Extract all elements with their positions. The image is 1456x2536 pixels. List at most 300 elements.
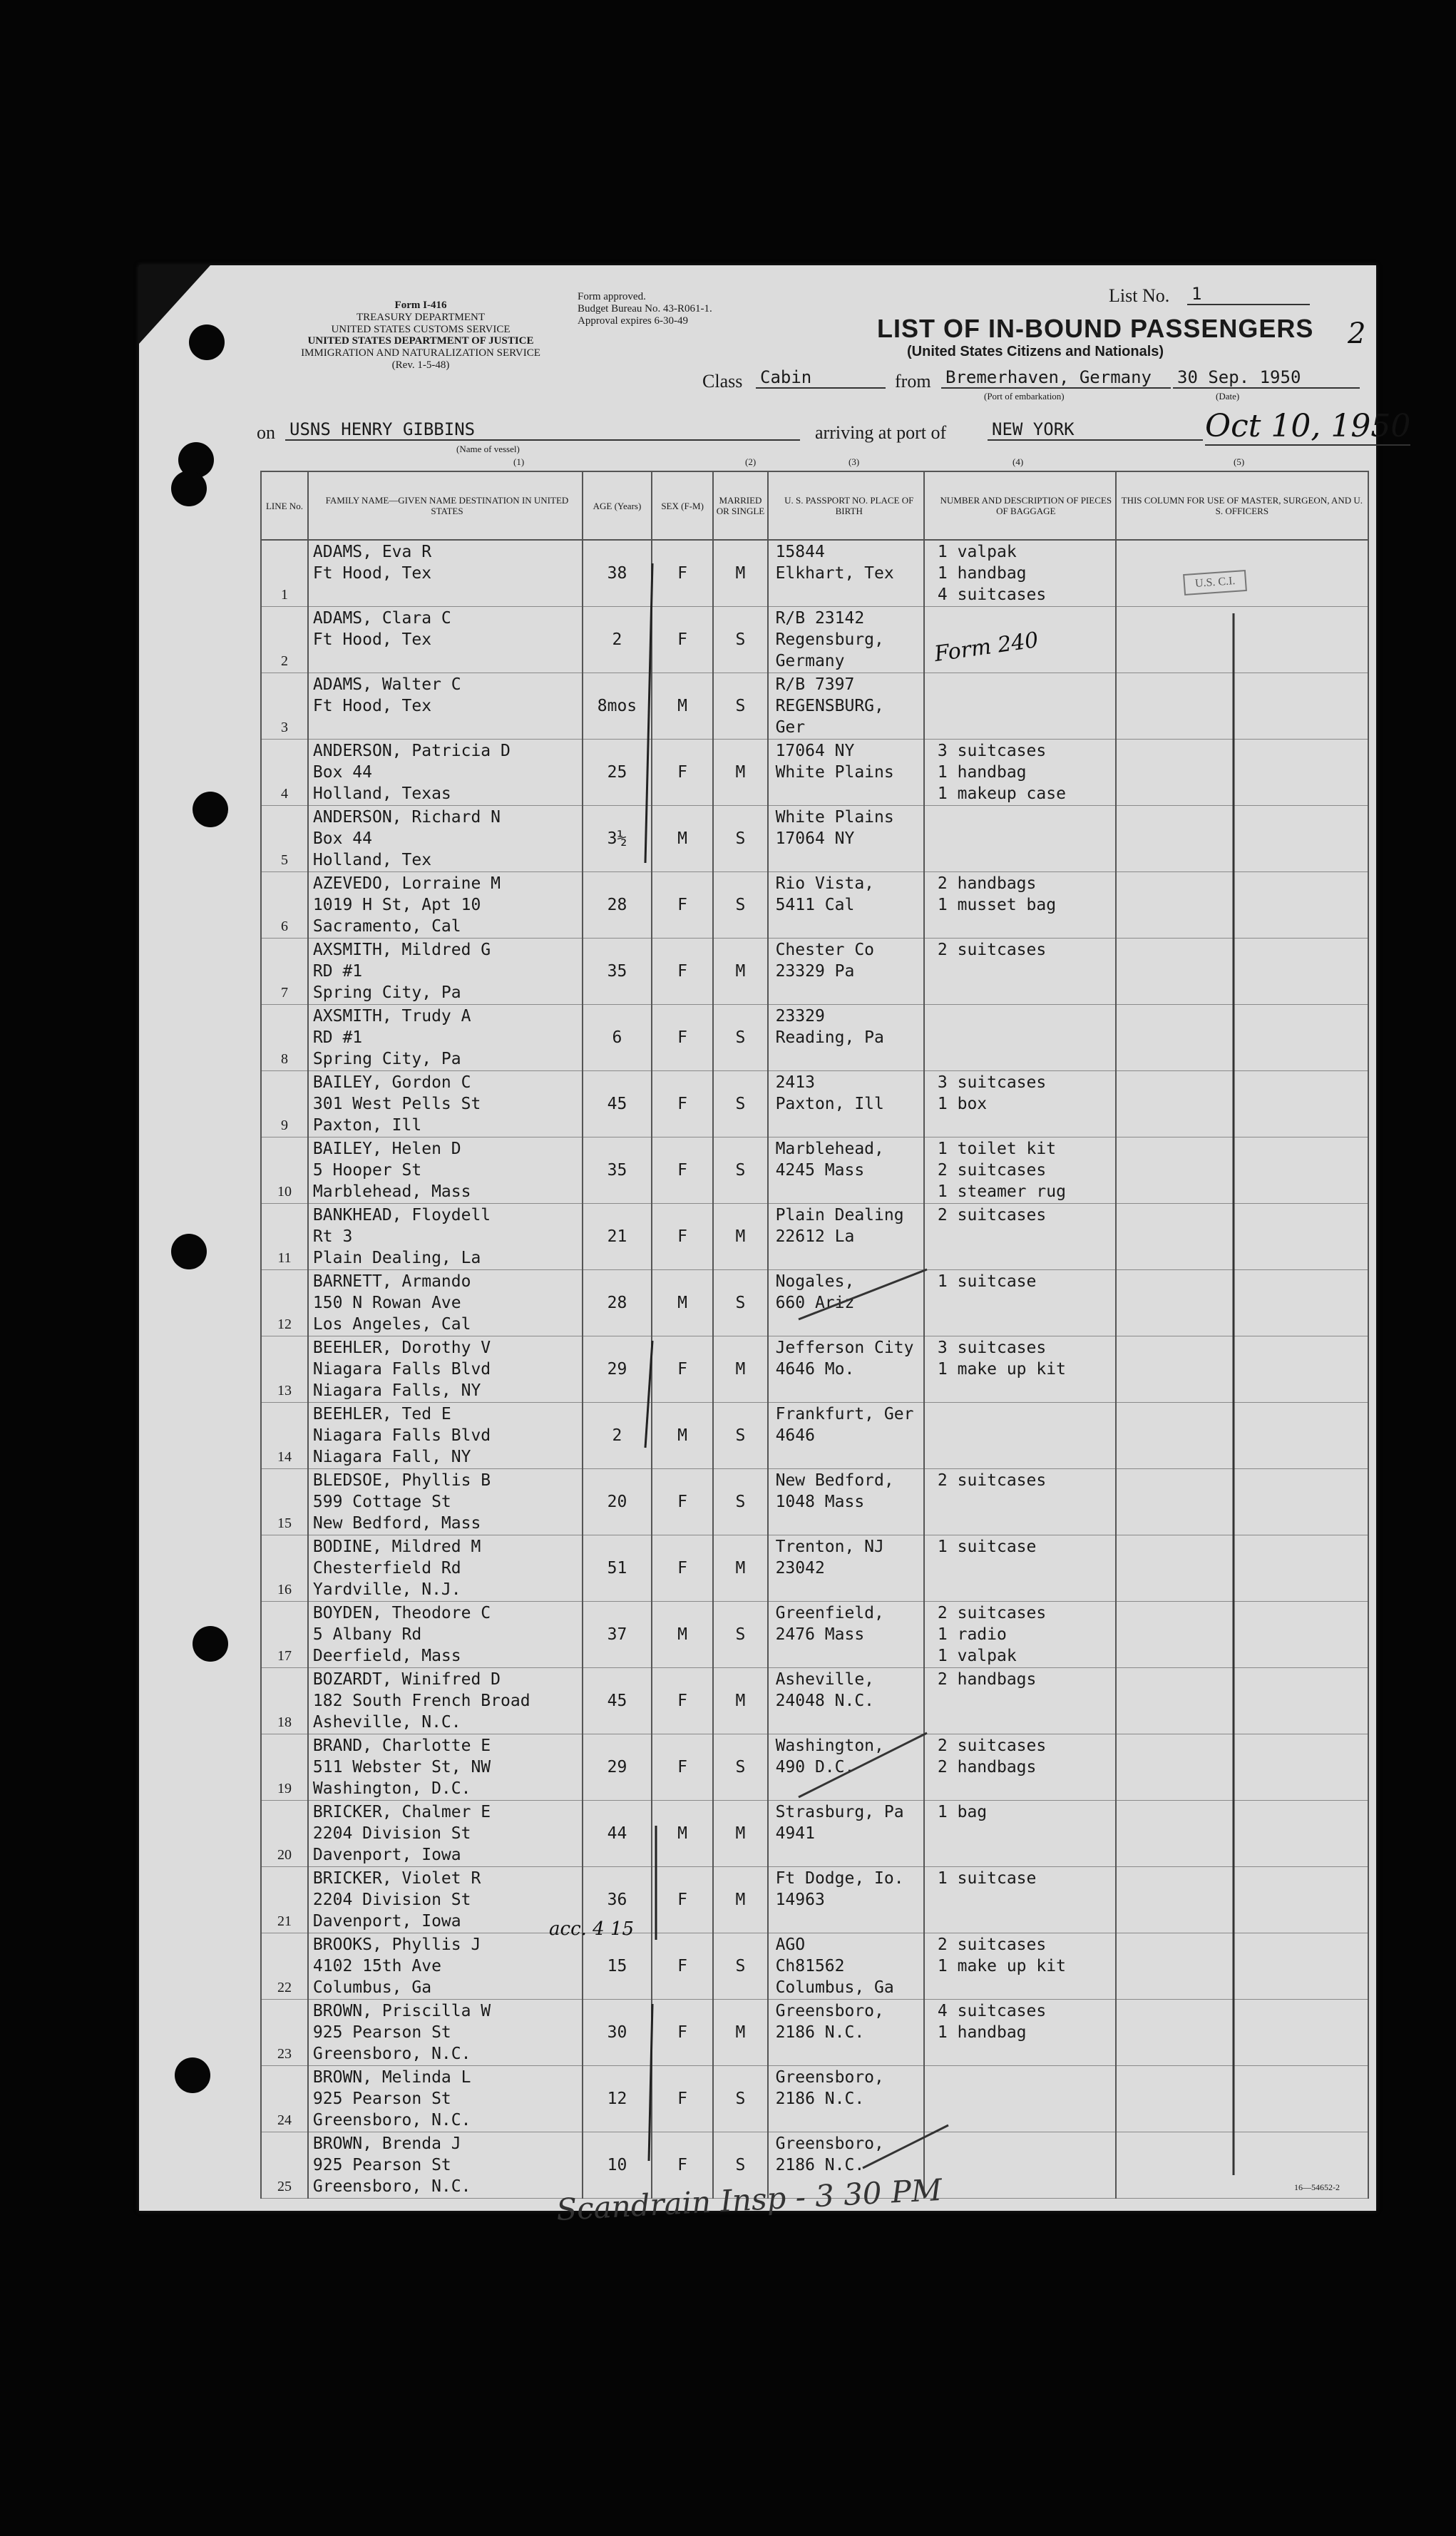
marital-status: M xyxy=(735,1891,746,1909)
passport-line: White Plains xyxy=(775,763,894,782)
line-number-text: 4 xyxy=(280,786,288,802)
arriving-label: arriving at port of xyxy=(815,422,947,443)
age: 6 xyxy=(612,1028,622,1047)
col-age: AGE (Years) xyxy=(583,471,652,540)
form-240-note: Form 240 xyxy=(933,627,1040,668)
sex: F xyxy=(677,2090,688,2108)
sex: F xyxy=(677,1957,688,1975)
marital-status: S xyxy=(735,697,746,715)
passport-line: 490 D.C. xyxy=(775,1758,855,1776)
sex: F xyxy=(677,1360,688,1379)
vessel-caption: (Name of vessel) xyxy=(456,444,520,454)
line-number-text: 12 xyxy=(277,1316,292,1332)
baggage-item: 1 musset bag xyxy=(937,896,1057,914)
passenger-name: BROWN, Brenda J xyxy=(312,2134,461,2153)
baggage-item: 1 handbag xyxy=(937,763,1027,782)
passenger-name: AXSMITH, Trudy A xyxy=(312,1007,471,1026)
age: 45 xyxy=(607,1095,627,1113)
sex: F xyxy=(677,2156,688,2174)
class-value: Cabin xyxy=(756,367,886,389)
passport-line: 15844 xyxy=(775,543,825,561)
baggage-item: 1 suitcase xyxy=(937,1272,1037,1291)
passport-line: Greenfield, xyxy=(775,1604,884,1622)
marital-status: S xyxy=(735,829,746,848)
address-line: Ft Hood, Tex xyxy=(312,697,432,715)
sex: F xyxy=(677,1095,688,1113)
arrival-date: Oct 10, 1950 xyxy=(1205,408,1411,444)
sex: F xyxy=(677,1161,688,1180)
passport-line: R/B 23142 xyxy=(775,609,865,628)
passport-line: Washington, xyxy=(775,1737,884,1755)
vessel-name: USNS HENRY GIBBINS xyxy=(285,419,800,441)
passport-line: White Plains xyxy=(775,808,894,827)
sex: F xyxy=(677,1227,688,1246)
address-line: 925 Pearson St xyxy=(312,2023,451,2042)
line-number-text: 14 xyxy=(277,1449,292,1465)
baggage-item: 1 makeup case xyxy=(937,784,1066,803)
passport-line: Asheville, xyxy=(775,1670,875,1689)
age: 3½ xyxy=(607,829,627,848)
passport-line: 23329 xyxy=(775,1007,825,1026)
address-line: Chesterfield Rd xyxy=(312,1559,461,1578)
baggage-item: 1 suitcase xyxy=(937,1869,1037,1888)
passenger-name: BLEDSOE, Phyllis B xyxy=(312,1471,491,1490)
baggage-item: 1 handbag xyxy=(937,2023,1027,2042)
baggage-item: 1 make up kit xyxy=(937,1957,1066,1975)
passport-line: Trenton, NJ xyxy=(775,1538,884,1556)
address-line: 301 West Pells St xyxy=(312,1095,481,1113)
baggage-item: 2 suitcases xyxy=(937,1604,1047,1622)
passenger-name: BROWN, Melinda L xyxy=(312,2068,471,2087)
sex: F xyxy=(677,1028,688,1047)
address-line: Greensboro, N.C. xyxy=(312,2111,471,2129)
passenger-name: BOYDEN, Theodore C xyxy=(312,1604,491,1622)
passport-line: New Bedford, xyxy=(775,1471,894,1490)
from-value: Bremerhaven, Germany xyxy=(941,367,1171,389)
marital-status: M xyxy=(735,1227,746,1246)
baggage-item: 3 suitcases xyxy=(937,1073,1047,1092)
baggage-item: 1 valpak xyxy=(937,1647,1017,1665)
sex: M xyxy=(677,1824,688,1843)
age: 21 xyxy=(607,1227,627,1246)
passport-line: Chester Co xyxy=(775,941,875,959)
baggage-item: 1 steamer rug xyxy=(937,1182,1066,1201)
sex: F xyxy=(677,1559,688,1578)
age: 29 xyxy=(607,1758,627,1776)
passport-line: 23042 xyxy=(775,1559,825,1578)
passport-line: Frankfurt, Ger xyxy=(775,1405,914,1423)
passport-line: Ger xyxy=(775,718,806,737)
address-line: 1019 H St, Apt 10 xyxy=(312,896,481,914)
passport-line: Ft Dodge, Io. xyxy=(775,1869,904,1888)
passenger-name: AZEVEDO, Lorraine M xyxy=(312,874,501,893)
passenger-name: BRAND, Charlotte E xyxy=(312,1737,491,1755)
passenger-name: ADAMS, Walter C xyxy=(312,675,461,694)
address-line: Greensboro, N.C. xyxy=(312,2177,471,2196)
line-number-text: 22 xyxy=(277,1980,292,1995)
address-line: 5 Hooper St xyxy=(312,1161,422,1180)
passport-line: Regensburg, xyxy=(775,630,884,649)
age: 35 xyxy=(607,962,627,981)
address-line: Niagara Falls Blvd xyxy=(312,1360,491,1379)
address-line: Washington, D.C. xyxy=(312,1779,471,1798)
address-line: Deerfield, Mass xyxy=(312,1647,461,1665)
page-subtitle: (United States Citizens and Nationals) xyxy=(907,344,1164,359)
passport-line: Plain Dealing xyxy=(775,1206,904,1224)
line-number-text: 25 xyxy=(277,2179,292,2194)
approval-line: Budget Bureau No. 43-R061-1. xyxy=(578,303,712,315)
passport-line: 23329 Pa xyxy=(775,962,855,981)
passport-line: REGENSBURG, xyxy=(775,697,884,715)
line-number-text: 10 xyxy=(277,1184,292,1200)
approval-line: Form approved. xyxy=(578,291,646,302)
age: 36 xyxy=(607,1891,627,1909)
address-line: New Bedford, Mass xyxy=(312,1514,481,1533)
sex: F xyxy=(677,564,688,583)
passport-line: 660 Ariz xyxy=(775,1294,855,1312)
marital-status: M xyxy=(735,564,746,583)
address-line: 925 Pearson St xyxy=(312,2090,451,2108)
address-line: Davenport, Iowa xyxy=(312,1912,461,1931)
marital-status: S xyxy=(735,896,746,914)
passenger-name: ADAMS, Eva R xyxy=(312,543,432,561)
passport-line: Germany xyxy=(775,652,845,670)
passport-line: 17064 NY xyxy=(775,829,855,848)
line-number-text: 24 xyxy=(277,2112,292,2128)
passenger-name: BEEHLER, Dorothy V xyxy=(312,1339,491,1357)
address-line: Niagara Falls Blvd xyxy=(312,1426,491,1445)
address-line: Plain Dealing, La xyxy=(312,1249,481,1267)
col-number: (3) xyxy=(849,456,860,467)
passport-line: 14963 xyxy=(775,1891,825,1909)
date-value: 30 Sep. 1950 xyxy=(1173,367,1360,389)
passport-line: Columbus, Ga xyxy=(775,1978,894,1997)
baggage-item: 2 suitcases xyxy=(937,941,1047,959)
address-line: Greensboro, N.C. xyxy=(312,2045,471,2063)
passenger-name: BROWN, Priscilla W xyxy=(312,2002,491,2020)
form-number: Form I-416 xyxy=(394,300,447,311)
marital-status: S xyxy=(735,1625,746,1644)
sex: F xyxy=(677,2023,688,2042)
passport-line: 24048 N.C. xyxy=(775,1692,875,1710)
passport-line: 5411 Cal xyxy=(775,896,855,914)
passport-line: Ch81562 xyxy=(775,1957,845,1975)
justice-dept: UNITED STATES DEPARTMENT OF JUSTICE xyxy=(307,335,534,347)
age: 30 xyxy=(607,2023,627,2042)
passport-line: 22612 La xyxy=(775,1227,855,1246)
baggage-item: 1 bag xyxy=(937,1803,988,1821)
page-mark: 2 xyxy=(1348,317,1366,350)
passenger-name: ADAMS, Clara C xyxy=(312,609,451,628)
marital-status: M xyxy=(735,1360,746,1379)
line-number-text: 18 xyxy=(277,1714,292,1730)
passenger-name: ANDERSON, Richard N xyxy=(312,808,501,827)
baggage-item: 4 suitcases xyxy=(937,2002,1047,2020)
passport-line: Nogales, xyxy=(775,1272,855,1291)
passenger-name: BROOKS, Phyllis J xyxy=(312,1936,481,1954)
sex: M xyxy=(677,1625,688,1644)
sex: F xyxy=(677,630,688,649)
class-label: Class xyxy=(702,371,743,392)
line-number-text: 15 xyxy=(277,1515,292,1531)
marital-status: M xyxy=(735,2023,746,2042)
passenger-name: BARNETT, Armando xyxy=(312,1272,471,1291)
passport-line: 4646 xyxy=(775,1426,815,1445)
passport-line: 2186 N.C. xyxy=(775,2156,865,2174)
baggage-item: 2 suitcases xyxy=(937,1206,1047,1224)
passenger-name: BODINE, Mildred M xyxy=(312,1538,481,1556)
col-sex: SEX (F-M) xyxy=(652,471,714,540)
sex: M xyxy=(677,1294,688,1312)
passport-line: 2413 xyxy=(775,1073,815,1092)
address-line: Spring City, Pa xyxy=(312,1050,461,1068)
passport-line: Elkhart, Tex xyxy=(775,564,894,583)
age: 20 xyxy=(607,1493,627,1511)
address-line: 2204 Division St xyxy=(312,1891,471,1909)
age: 35 xyxy=(607,1161,627,1180)
passport-line: 4941 xyxy=(775,1824,815,1843)
line-number-text: 6 xyxy=(280,919,288,934)
baggage-item: 2 handbags xyxy=(937,1670,1037,1689)
passport-line: 4646 Mo. xyxy=(775,1360,855,1379)
passenger-name: BRICKER, Chalmer E xyxy=(312,1803,491,1821)
passport-line: 2476 Mass xyxy=(775,1625,865,1644)
age: 44 xyxy=(607,1824,627,1843)
department: TREASURY DEPARTMENT xyxy=(356,312,486,323)
sex: M xyxy=(677,697,688,715)
col-officers: THIS COLUMN FOR USE OF MASTER, SURGEON, AND U. S. OFFICERS xyxy=(1116,471,1368,540)
passport-line: Marblehead, xyxy=(775,1140,884,1158)
col-passport: U. S. PASSPORT NO. PLACE OF BIRTH xyxy=(768,471,924,540)
address-line: Asheville, N.C. xyxy=(312,1713,461,1732)
address-line: 2204 Division St xyxy=(312,1824,471,1843)
address-line: 925 Pearson St xyxy=(312,2156,451,2174)
baggage-item: 1 handbag xyxy=(937,564,1027,583)
marital-status: S xyxy=(735,1028,746,1047)
line-number-text: 23 xyxy=(277,2046,292,2062)
port-caption: (Port of embarkation) xyxy=(984,391,1065,402)
baggage-item: 2 handbags xyxy=(937,1758,1037,1776)
sex: F xyxy=(677,1692,688,1710)
line-number-text: 17 xyxy=(277,1648,292,1664)
sex: F xyxy=(677,1891,688,1909)
address-line: RD #1 xyxy=(312,962,363,981)
col-baggage: NUMBER AND DESCRIPTION OF PIECES OF BAGGAGE xyxy=(924,471,1116,540)
marital-status: M xyxy=(735,1824,746,1843)
marital-status: S xyxy=(735,1161,746,1180)
address-line: Marblehead, Mass xyxy=(312,1182,471,1201)
baggage-item: 2 handbags xyxy=(937,874,1037,893)
address-line: Box 44 xyxy=(312,829,372,848)
marital-status: S xyxy=(735,2156,746,2174)
baggage-item: 1 suitcase xyxy=(937,1538,1037,1556)
address-line: Sacramento, Cal xyxy=(312,917,461,936)
address-line: 4102 15th Ave xyxy=(312,1957,441,1975)
passport-line: Reading, Pa xyxy=(775,1028,884,1047)
passenger-name: BAILEY, Gordon C xyxy=(312,1073,471,1092)
baggage-item: 3 suitcases xyxy=(937,742,1047,760)
inspection-stamp: U.S. C.I. xyxy=(1183,570,1247,595)
on-label: on xyxy=(257,422,275,443)
age: 8mos xyxy=(597,697,637,715)
line-number-text: 13 xyxy=(277,1383,292,1399)
marital-status: S xyxy=(735,1957,746,1975)
passenger-name: BOZARDT, Winifred D xyxy=(312,1670,501,1689)
age: 28 xyxy=(607,896,627,914)
passport-line: AGO xyxy=(775,1936,806,1954)
marital-status: S xyxy=(735,1758,746,1776)
passenger-name: AXSMITH, Mildred G xyxy=(312,941,491,959)
marital-status: S xyxy=(735,1493,746,1511)
line-number-text: 20 xyxy=(277,1847,292,1863)
marital-status: S xyxy=(735,1294,746,1312)
address-line: RD #1 xyxy=(312,1028,363,1047)
age: 15 xyxy=(607,1957,627,1975)
age: 12 xyxy=(607,2090,627,2108)
passport-line: Greensboro, xyxy=(775,2134,884,2153)
address-line: Holland, Texas xyxy=(312,784,451,803)
baggage-item: 4 suitcases xyxy=(937,586,1047,604)
service: UNITED STATES CUSTOMS SERVICE xyxy=(331,324,511,335)
address-line: 599 Cottage St xyxy=(312,1493,451,1511)
address-line: Niagara Falls, NY xyxy=(312,1381,481,1400)
address-line: Davenport, Iowa xyxy=(312,1846,461,1864)
baggage-item: 1 valpak xyxy=(937,543,1017,561)
col-number: (1) xyxy=(513,456,525,467)
line-number-text: 16 xyxy=(277,1582,292,1597)
passport-line: Rio Vista, xyxy=(775,874,875,893)
baggage-item: 1 make up kit xyxy=(937,1360,1066,1379)
baggage-item: 1 box xyxy=(937,1095,988,1113)
approval-line: Approval expires 6-30-49 xyxy=(578,315,688,327)
col-name: FAMILY NAME—GIVEN NAME DESTINATION IN UNITED STATES xyxy=(308,471,583,540)
marital-status: S xyxy=(735,2090,746,2108)
address-line: 511 Webster St, NW xyxy=(312,1758,491,1776)
passport-line: Greensboro, xyxy=(775,2068,884,2087)
sex: M xyxy=(677,829,688,848)
passport-line: Greensboro, xyxy=(775,2002,884,2020)
baggage-item: 1 radio xyxy=(937,1625,1007,1644)
marital-status: M xyxy=(735,962,746,981)
passport-line: 17064 NY xyxy=(775,742,855,760)
age: 28 xyxy=(607,1294,627,1312)
baggage-item: 2 suitcases xyxy=(937,1471,1047,1490)
line-number-text: 7 xyxy=(280,985,288,1001)
age: 37 xyxy=(607,1625,627,1644)
col-number: (2) xyxy=(745,456,757,467)
line-number-text: 1 xyxy=(280,587,288,603)
baggage-item: 2 suitcases xyxy=(937,1737,1047,1755)
passport-line: 2186 N.C. xyxy=(775,2023,865,2042)
passport-line: 1048 Mass xyxy=(775,1493,865,1511)
address-line: Spring City, Pa xyxy=(312,983,461,1002)
line-number-text: 9 xyxy=(280,1118,288,1133)
marital-status: S xyxy=(735,630,746,649)
col-number: (5) xyxy=(1234,456,1245,467)
passport-line: 4245 Mass xyxy=(775,1161,865,1180)
passport-line: Jefferson City xyxy=(775,1339,914,1357)
passenger-name: BAILEY, Helen D xyxy=(312,1140,461,1158)
marital-status: S xyxy=(735,1095,746,1113)
inspector-signature: Scandrain Insp - 3 30 PM xyxy=(555,2172,943,2228)
age: 2 xyxy=(612,1426,622,1445)
address-line: Ft Hood, Tex xyxy=(312,630,432,649)
sex: F xyxy=(677,1758,688,1776)
line-number-text: 3 xyxy=(280,720,288,735)
acc-note: acc. 4 15 xyxy=(549,1918,635,1940)
marital-status: M xyxy=(735,763,746,782)
passport-line: 2186 N.C. xyxy=(775,2090,865,2108)
age: 45 xyxy=(607,1692,627,1710)
page-title: LIST OF IN-BOUND PASSENGERS xyxy=(877,314,1314,343)
address-line: Paxton, Ill xyxy=(312,1116,422,1135)
address-line: Box 44 xyxy=(312,763,372,782)
col-number: (4) xyxy=(1012,456,1024,467)
line-number-text: 11 xyxy=(277,1250,292,1266)
line-number-text: 19 xyxy=(277,1781,292,1796)
address-line: 5 Albany Rd xyxy=(312,1625,422,1644)
col-married: MARRIED OR SINGLE xyxy=(713,471,767,540)
marital-status: S xyxy=(735,1426,746,1445)
sex: F xyxy=(677,1493,688,1511)
date-caption: (Date) xyxy=(1216,391,1240,402)
col-line: LINE No. xyxy=(261,471,308,540)
address-line: Columbus, Ga xyxy=(312,1978,432,1997)
address-line: Holland, Tex xyxy=(312,851,432,869)
revision: (Rev. 1-5-48) xyxy=(391,359,450,371)
address-line: 182 South French Broad xyxy=(312,1692,530,1710)
address-line: 150 N Rowan Ave xyxy=(312,1294,461,1312)
list-no-value: 1 xyxy=(1187,284,1310,305)
marital-status: M xyxy=(735,1559,746,1578)
age: 10 xyxy=(607,2156,627,2174)
passport-line: Strasburg, Pa xyxy=(775,1803,904,1821)
address-line: Yardville, N.J. xyxy=(312,1580,461,1599)
line-number-text: 5 xyxy=(280,852,288,868)
footer-code: 16—54652-2 xyxy=(1294,2182,1340,2192)
baggage-item: 1 toilet kit xyxy=(937,1140,1057,1158)
sex: F xyxy=(677,962,688,981)
sex: F xyxy=(677,763,688,782)
address-line: Niagara Fall, NY xyxy=(312,1448,471,1466)
list-no-label: List No. xyxy=(1109,285,1170,306)
age: 25 xyxy=(607,763,627,782)
arrival-port: NEW YORK xyxy=(988,419,1203,441)
age: 38 xyxy=(607,564,627,583)
baggage-item: 3 suitcases xyxy=(937,1339,1047,1357)
baggage-item: 2 suitcases xyxy=(937,1936,1047,1954)
address-line: Los Angeles, Cal xyxy=(312,1315,471,1334)
passenger-name: BEEHLER, Ted E xyxy=(312,1405,451,1423)
passport-line: Paxton, Ill xyxy=(775,1095,884,1113)
sex: M xyxy=(677,1426,688,1445)
age: 29 xyxy=(607,1360,627,1379)
line-number-text: 21 xyxy=(277,1913,292,1929)
baggage-item: 2 suitcases xyxy=(937,1161,1047,1180)
passenger-name: BANKHEAD, Floydell xyxy=(312,1206,491,1224)
ins: IMMIGRATION AND NATURALIZATION SERVICE xyxy=(301,347,540,359)
passenger-name: BRICKER, Violet R xyxy=(312,1869,481,1888)
line-number-text: 2 xyxy=(280,653,288,669)
passenger-name: ANDERSON, Patricia D xyxy=(312,742,511,760)
sex: F xyxy=(677,896,688,914)
address-line: Rt 3 xyxy=(312,1227,353,1246)
passport-line: R/B 7397 xyxy=(775,675,855,694)
address-line: Ft Hood, Tex xyxy=(312,564,432,583)
age: 2 xyxy=(612,630,622,649)
from-label: from xyxy=(895,371,931,392)
marital-status: M xyxy=(735,1692,746,1710)
